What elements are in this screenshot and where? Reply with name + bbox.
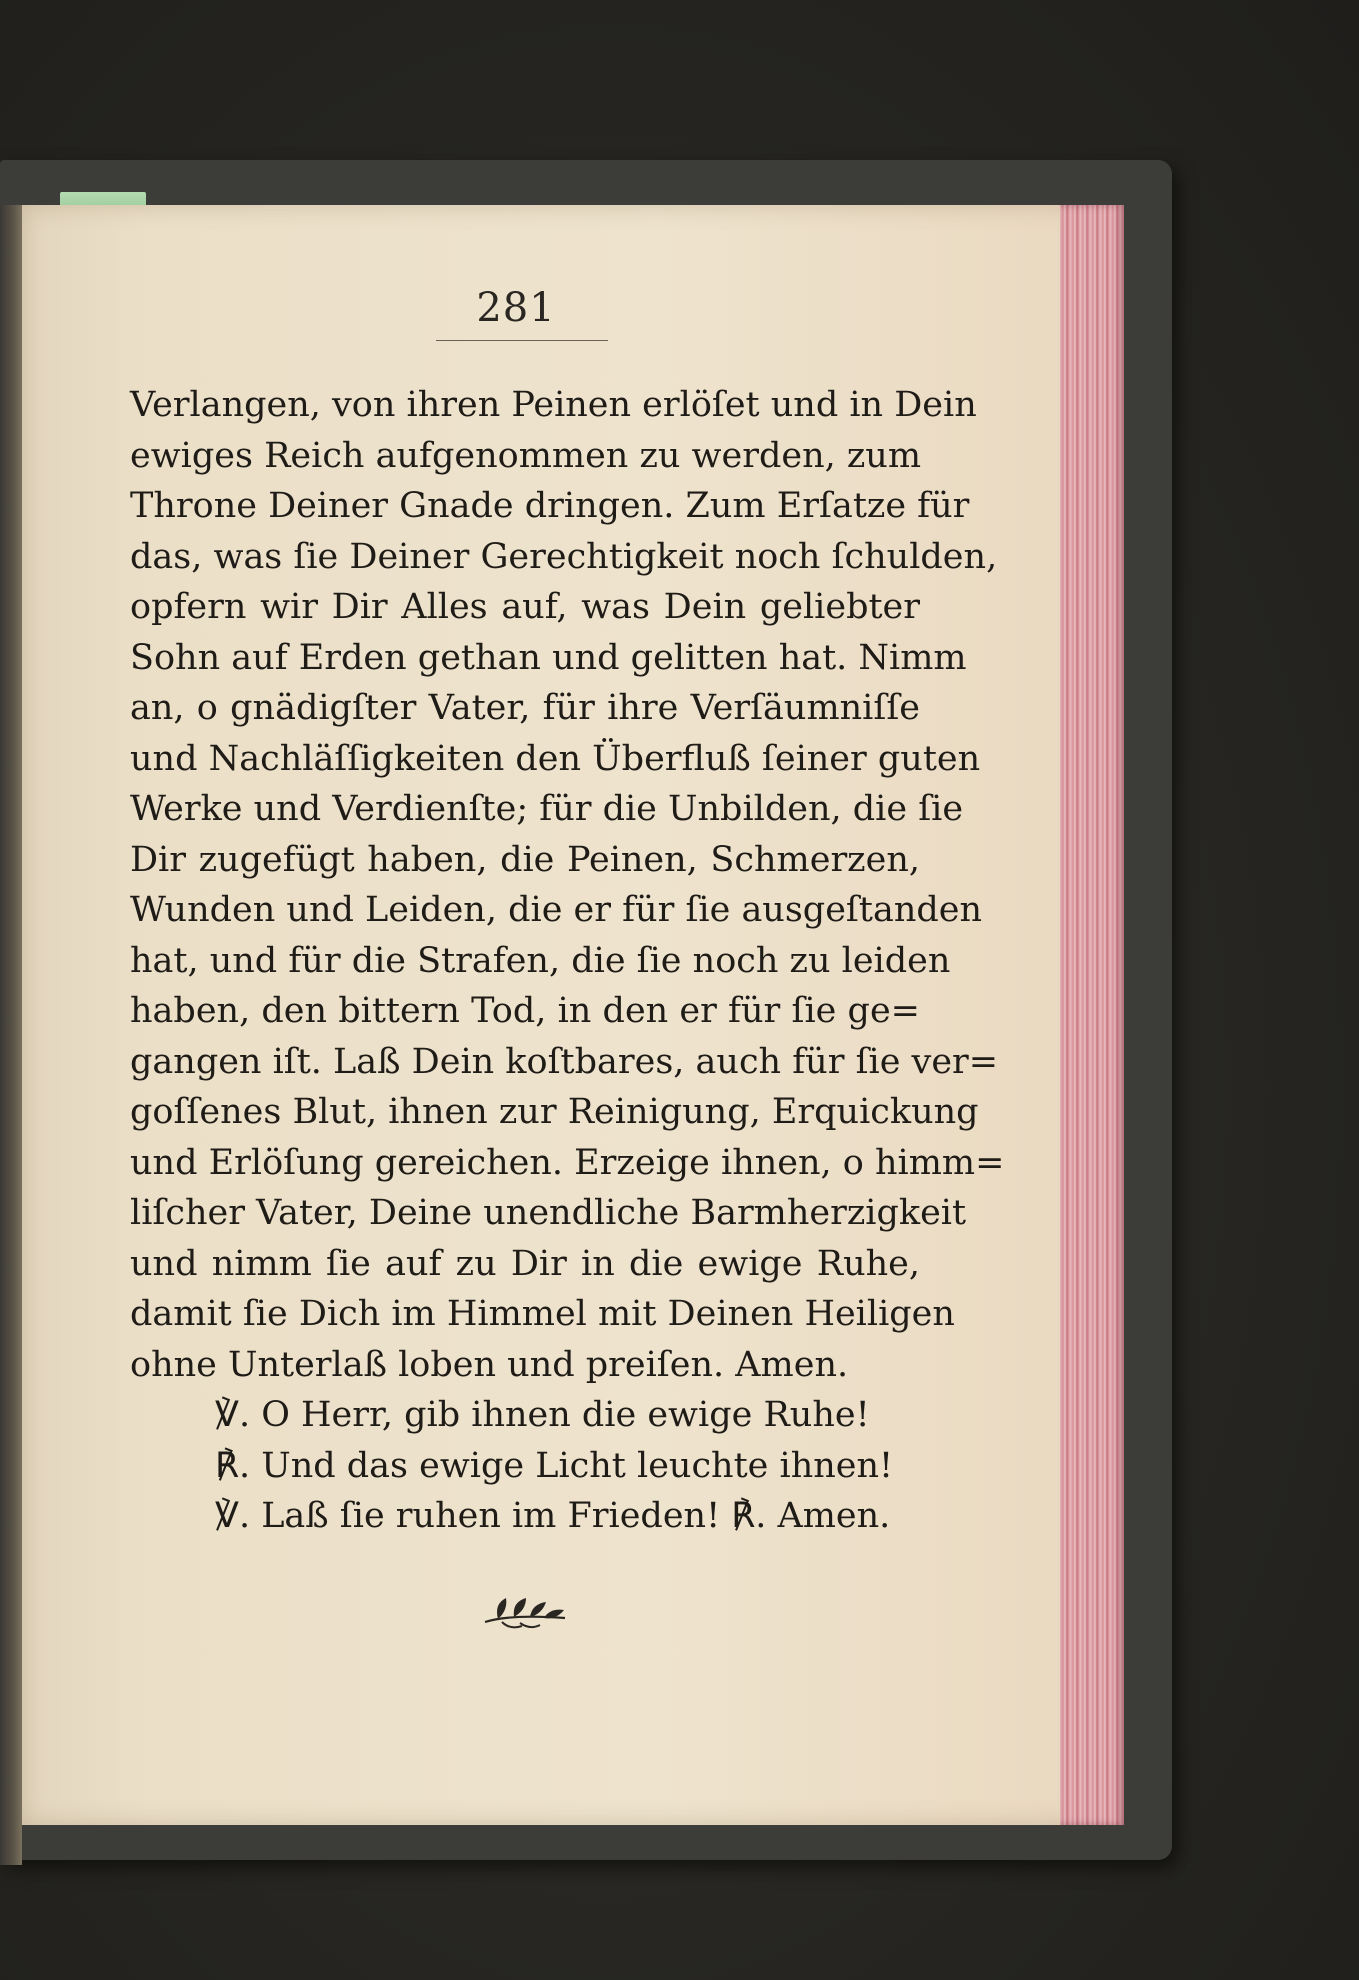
versicle-line: ℣. Laß ſie ruhen im Frieden! ℟. Amen. [215,1496,891,1536]
header-rule [436,340,608,341]
text-line: und nimm ſie auf zu Dir in die ewige Ruhe, [130,1243,920,1284]
leaf-fleuron-icon [480,1592,570,1632]
book-gutter [0,205,22,1865]
text-line: Verlangen, von ihren Peinen erlöſet und in Dein [130,385,977,425]
text-line: ohne Unterlaß loben und preiſen. Amen. [130,1344,849,1385]
text-line: liſcher Vater, Deine unendliche Barmherzigkeit [130,1193,967,1233]
text-line: gangen iſt. Laß Dein koſtbares, auch für ſie ver= [130,1041,999,1082]
text-line: Throne Deiner Gnade dringen. Zum Erſatze für [130,486,970,526]
page-number: 281 [476,285,556,331]
text-line: das, was ſie Deiner Gerechtigkeit noch ſchulden, [130,536,998,577]
red-page-edges [1060,205,1124,1825]
text-line: Werke und Verdienſte; für die Unbilden, die ſie [130,789,964,829]
text-line: hat, und für die Strafen, die ſie noch zu leiden [130,940,951,981]
response-line: ℟. Und das ewige Licht leuchte ihnen! [215,1445,894,1486]
text-line: an, o gnädigſter Vater, für ihre Verſäumniſſe [130,688,920,728]
text-line: haben, den bittern Tod, in den er für ſie ge= [130,991,920,1031]
text-line: goſſenes Blut, ihnen zur Reinigung, Erquickung [130,1092,979,1132]
prayer-text [130,380,1005,1542]
text-line: opfern wir Dir Alles auf, was Dein geliebter [130,587,920,627]
text-line: Wunden und Leiden, die er für ſie ausgeſtanden [130,890,983,930]
text-line: und Nachläſſigkeiten den Überfluß ſeiner guten [130,738,981,779]
text-line: und Erlöſung gereichen. Erzeige ihnen, o himm= [130,1142,1005,1183]
text-line: ewiges Reich aufgenommen zu werden, zum [130,435,922,476]
versicle-line: ℣. O Herr, gib ihnen die ewige Ruhe! [215,1395,870,1435]
text-line: Sohn auf Erden gethan und gelitten hat. Nimm [130,637,967,678]
text-line: damit ſie Dich im Himmel mit Deinen Heiligen [130,1294,955,1334]
text-line: Dir zugefügt haben, die Peinen, Schmerzen, [130,839,920,880]
